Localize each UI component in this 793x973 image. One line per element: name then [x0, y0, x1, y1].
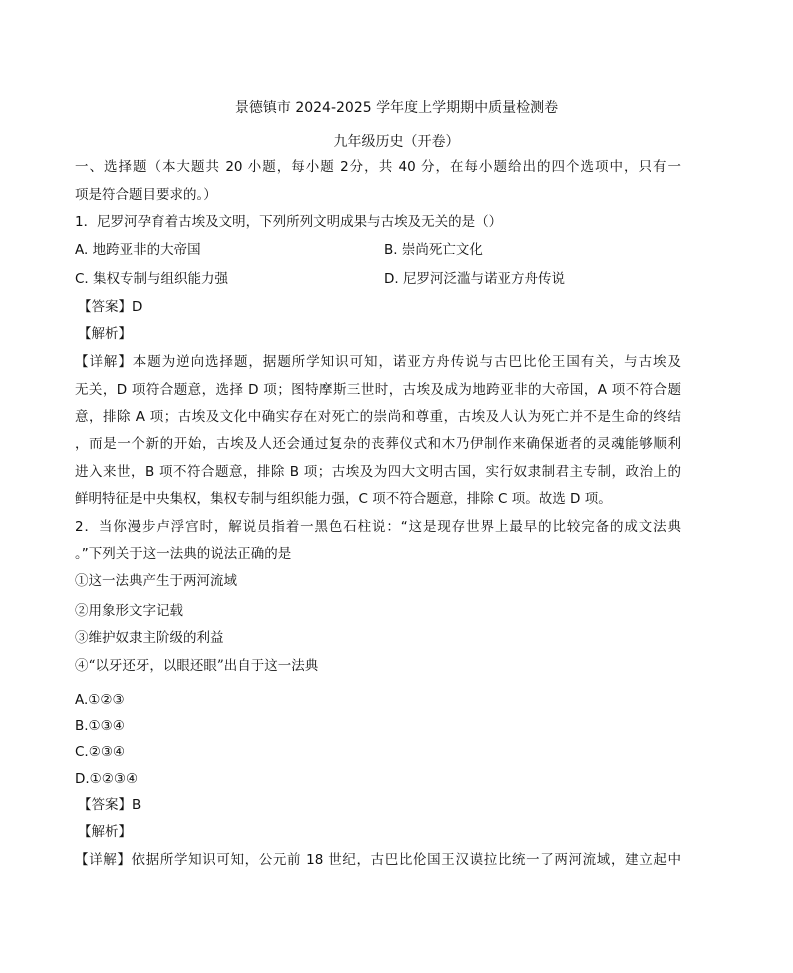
- q1-detail-line-6: 鲜明特征是中央集权，集权专制与组织能力强，C 项不符合题意，排除 C 项。故选 D 项。: [75, 491, 612, 507]
- q2-option-d: D.①②③④: [75, 771, 139, 787]
- q1-stem: 1．尼罗河孕育着古埃及文明，下列所列文明成果与古埃及无关的是（）: [75, 214, 503, 230]
- q1-detail-line-1: 【详解】本题为逆向选择题，据题所学知识可知，诺亚方舟传说与古巴比伦王国有关，与古埃及: [75, 354, 681, 370]
- q2-statement-3: ③维护奴隶主阶级的利益: [75, 630, 224, 646]
- q1-detail-line-5: 进入来世，B 项不符合题意，排除 B 项；古埃及为四大文明古国，实行奴隶制君主专制，政治上的: [75, 464, 681, 480]
- q1-detail-line-2: 无关，D 项符合题意，选择 D 项；图特摩斯三世时，古埃及成为地跨亚非的大帝国，A 项不符合题: [75, 382, 681, 398]
- q2-stem-line-1: 2．当你漫步卢浮宫时，解说员指着一黑色石柱说：“这是现存世界上最早的比较完备的成文法典: [75, 519, 681, 535]
- q1-option-d: D. 尼罗河泛滥与诺亚方舟传说: [384, 271, 565, 287]
- q2-analysis-label: 【解析】: [78, 824, 132, 840]
- section-instruction-line-1: 一、选择题（本大题共 20 小题，每小题 2分，共 40 分，在每小题给出的四个选项中，只有一: [75, 159, 681, 175]
- q1-option-a: A. 地跨亚非的大帝国: [75, 242, 201, 258]
- exam-title: 景德镇市 2024-2025 学年度上学期期中质量检测卷: [234, 100, 559, 116]
- q2-option-c: C.②③④: [75, 744, 126, 760]
- q1-option-b: B. 崇尚死亡文化: [384, 242, 483, 258]
- exam-subtitle: 九年级历史（开卷）: [333, 134, 460, 150]
- q2-detail-line-1: 【详解】依据所学知识可知，公元前 18 世纪，古巴比伦国王汉谟拉比统一了两河流域，建立起中: [75, 852, 681, 868]
- q1-answer: 【答案】D: [78, 299, 143, 315]
- q2-statement-4: ④“以牙还牙，以眼还眼”出自于这一法典: [75, 658, 319, 674]
- q2-option-b: B.①③④: [75, 718, 125, 734]
- q2-answer: 【答案】B: [78, 797, 142, 813]
- section-instruction-line-2: 项是符合题目要求的。）: [75, 187, 217, 203]
- q1-detail-line-3: 意，排除 A 项；古埃及文化中确实存在对死亡的崇尚和尊重，古埃及人认为死亡并不是生命的终结: [75, 409, 681, 425]
- q1-analysis-label: 【解析】: [78, 326, 132, 342]
- q2-option-a: A.①②③: [75, 692, 125, 708]
- q2-statement-2: ②用象形文字记载: [75, 603, 183, 619]
- q2-statement-1: ①这一法典产生于两河流域: [75, 573, 237, 589]
- q1-detail-line-4: ，而是一个新的开始，古埃及人还会通过复杂的丧葬仪式和木乃伊制作来确保逝者的灵魂能够顺利: [75, 436, 681, 452]
- q2-stem-line-2: 。”下列关于这一法典的说法正确的是: [75, 546, 292, 562]
- q1-option-c: C. 集权专制与组织能力强: [75, 271, 229, 287]
